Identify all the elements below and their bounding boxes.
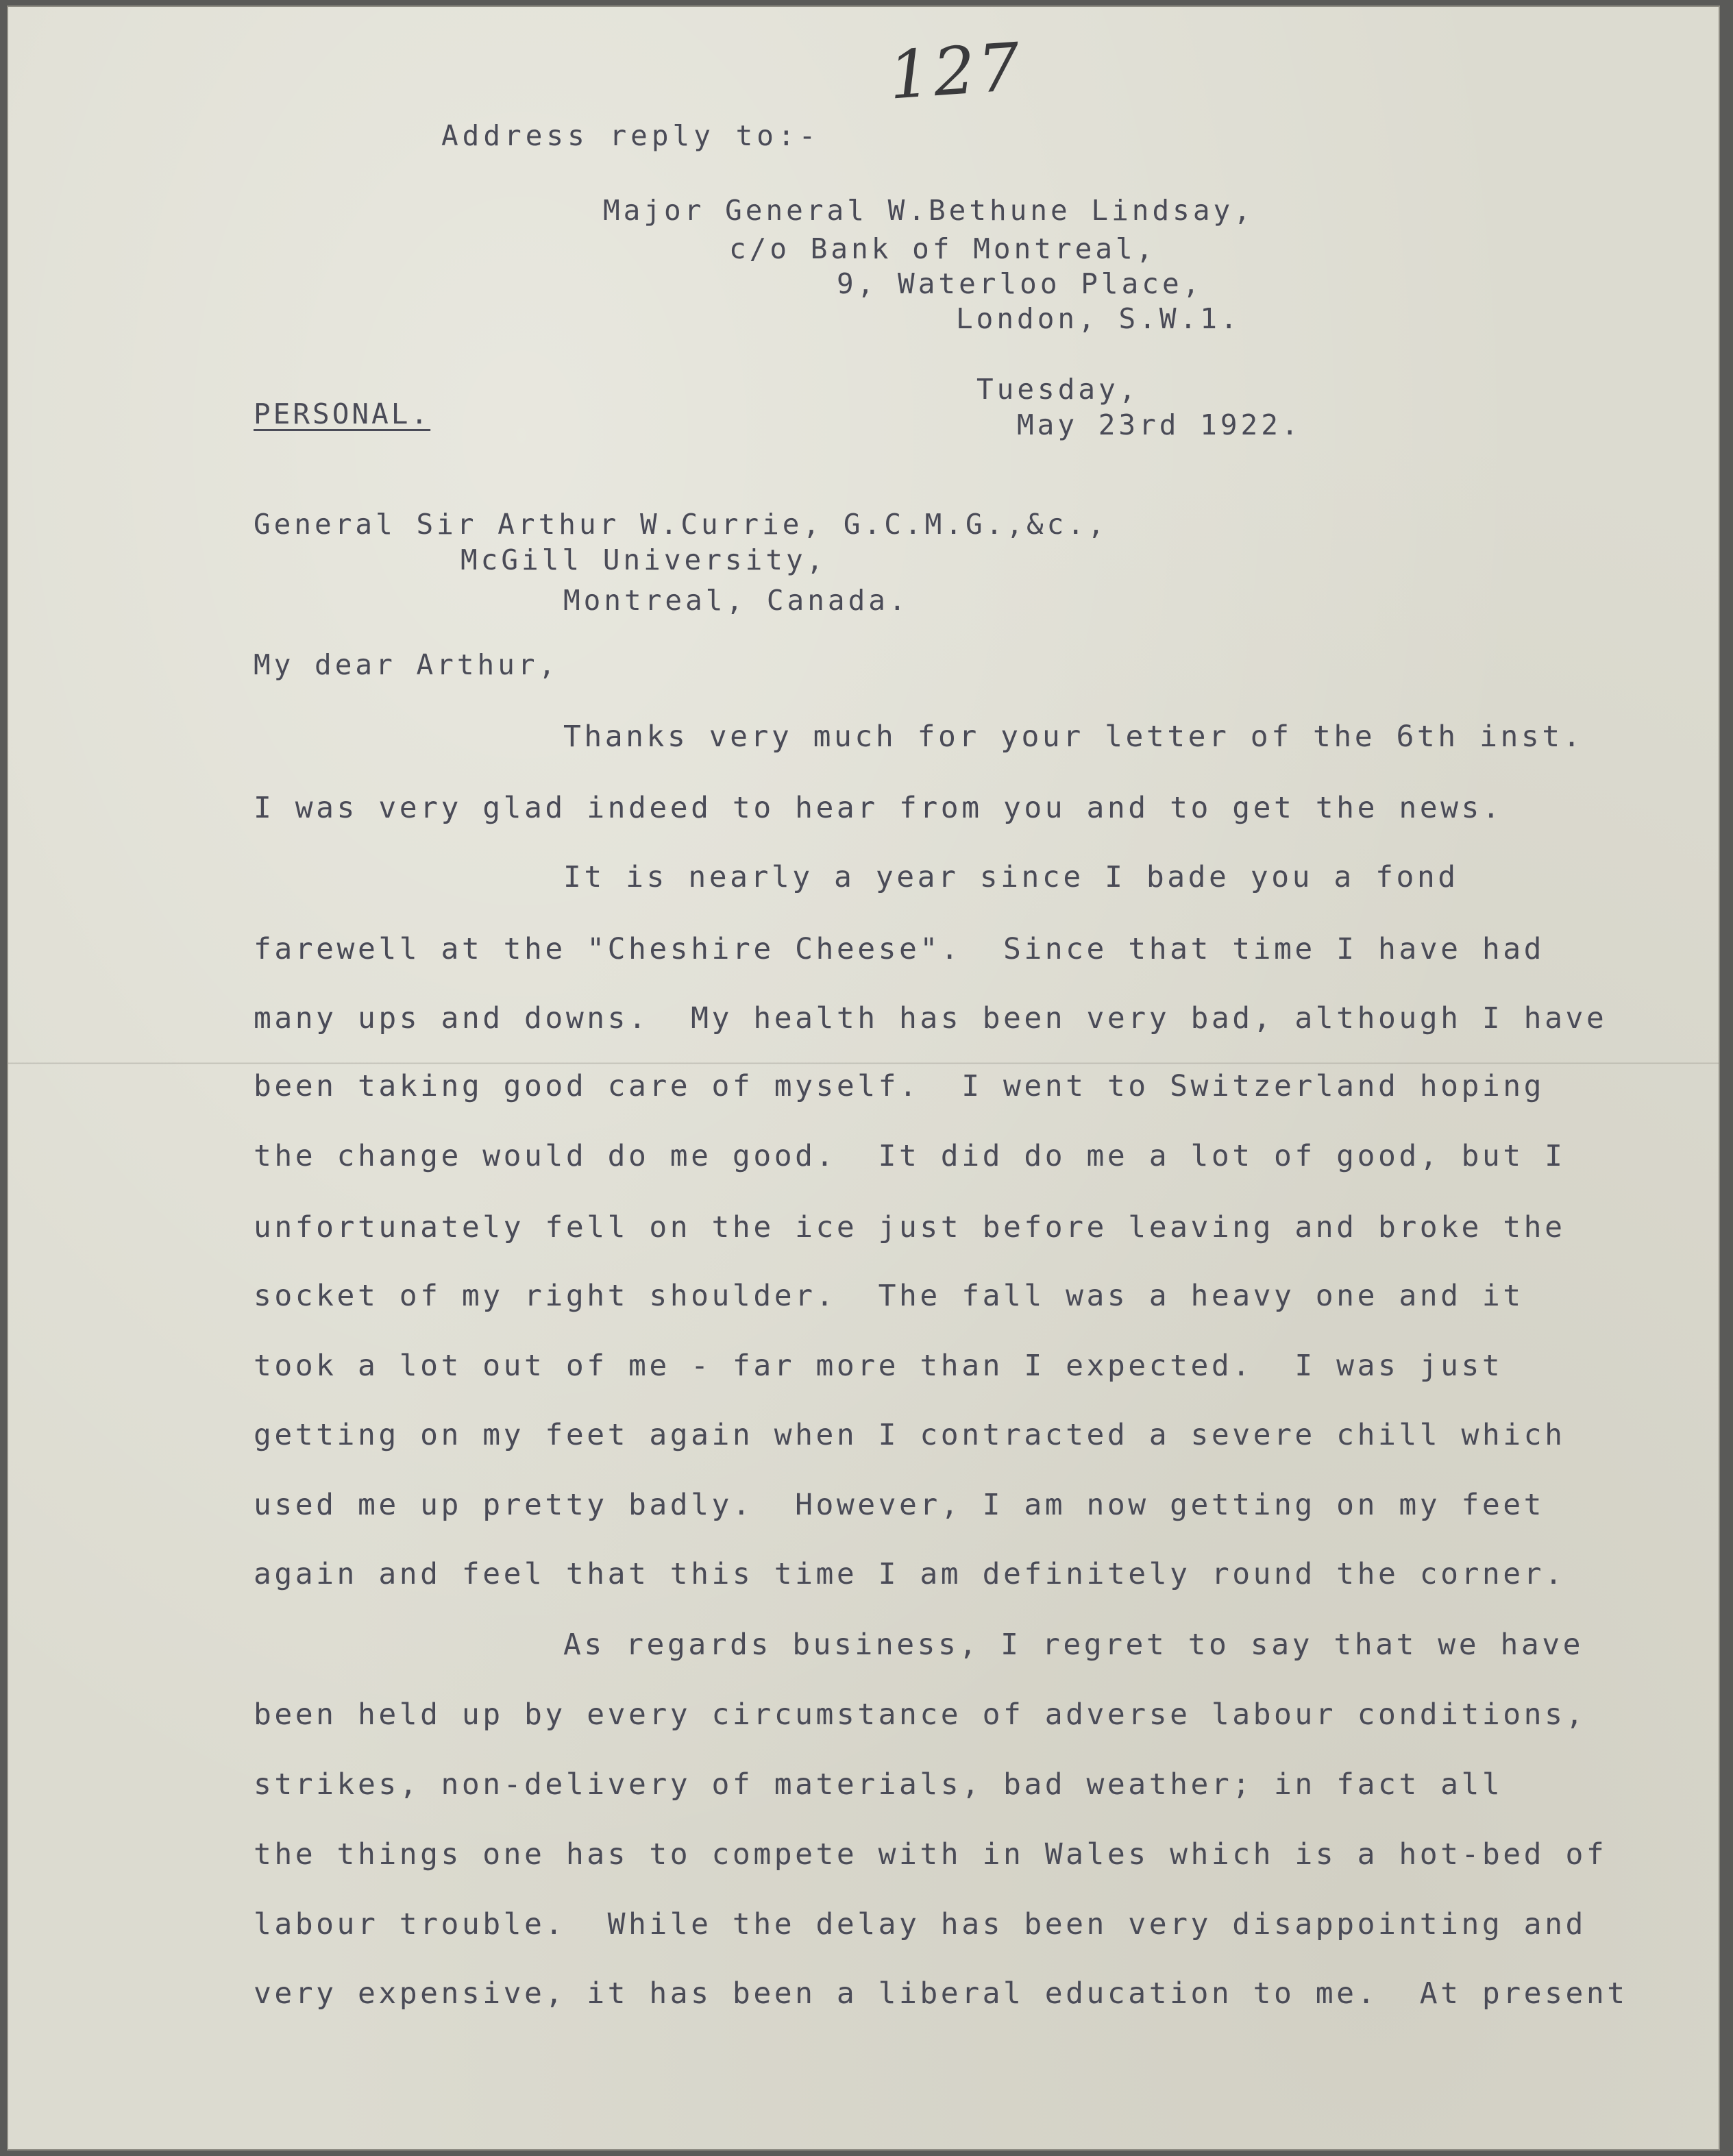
body-line-14: As regards business, I regret to say that we have [563, 1628, 1584, 1662]
letter-page [7, 5, 1720, 2151]
body-line-5: many ups and downs. My health has been very bad, although I have [254, 1001, 1608, 1036]
body-line-19: very expensive, it has been a liberal education to me. At present [254, 1976, 1628, 2011]
date-weekday: Tuesday, [976, 373, 1140, 406]
body-line-11: getting on my feet again when I contracted a severe chill which [254, 1418, 1566, 1452]
recipient-address-line-3: Montreal, Canada. [563, 584, 909, 617]
date-full: May 23rd 1922. [1017, 408, 1302, 441]
body-line-13: again and feel that this time I am definitely round the corner. [254, 1557, 1566, 1591]
body-line-4: farewell at the "Cheshire Cheese". Since that time I have had [254, 932, 1545, 966]
body-line-6: been taking good care of myself. I went to Switzerland hoping [254, 1069, 1545, 1103]
personal-marking: PERSONAL. [254, 397, 431, 430]
reply-header: Address reply to:- [441, 119, 820, 152]
body-line-8: unfortunately fell on the ice just before leaving and broke the [254, 1210, 1566, 1245]
body-line-9: socket of my right shoulder. The fall was a heavy one and it [254, 1279, 1524, 1313]
recipient-address-line-1: General Sir Arthur W.Currie, G.C.M.G.,&c., [254, 508, 1108, 541]
folio-number: 127 [886, 28, 1025, 114]
fold-crease [8, 1062, 1719, 1064]
body-line-1: Thanks very much for your letter of the 6th inst. [563, 720, 1584, 754]
body-line-10: took a lot out of me - far more than I expected. I was just [254, 1349, 1503, 1383]
body-line-15: been held up by every circumstance of adverse labour conditions, [254, 1698, 1586, 1732]
recipient-address-line-2: McGill University, [460, 543, 827, 576]
body-line-7: the change would do me good. It did do me a lot of good, but I [254, 1139, 1566, 1173]
body-line-18: labour trouble. While the delay has been very disappointing and [254, 1907, 1586, 1941]
body-line-12: used me up pretty badly. However, I am now getting on my feet [254, 1488, 1545, 1522]
body-line-2: I was very glad indeed to hear from you and to get the news. [254, 791, 1503, 825]
body-line-17: the things one has to compete with in Wales which is a hot-bed of [254, 1837, 1608, 1872]
body-line-3: It is nearly a year since I bade you a fond [563, 860, 1459, 894]
sender-address-line-4: London, S.W.1. [956, 302, 1241, 335]
sender-address-line-2: c/o Bank of Montreal, [729, 232, 1157, 265]
sender-address-line-1: Major General W.Bethune Lindsay, [603, 194, 1254, 227]
body-line-16: strikes, non-delivery of materials, bad weather; in fact all [254, 1767, 1503, 1802]
salutation: My dear Arthur, [254, 648, 559, 681]
sender-address-line-3: 9, Waterloo Place, [837, 267, 1203, 300]
